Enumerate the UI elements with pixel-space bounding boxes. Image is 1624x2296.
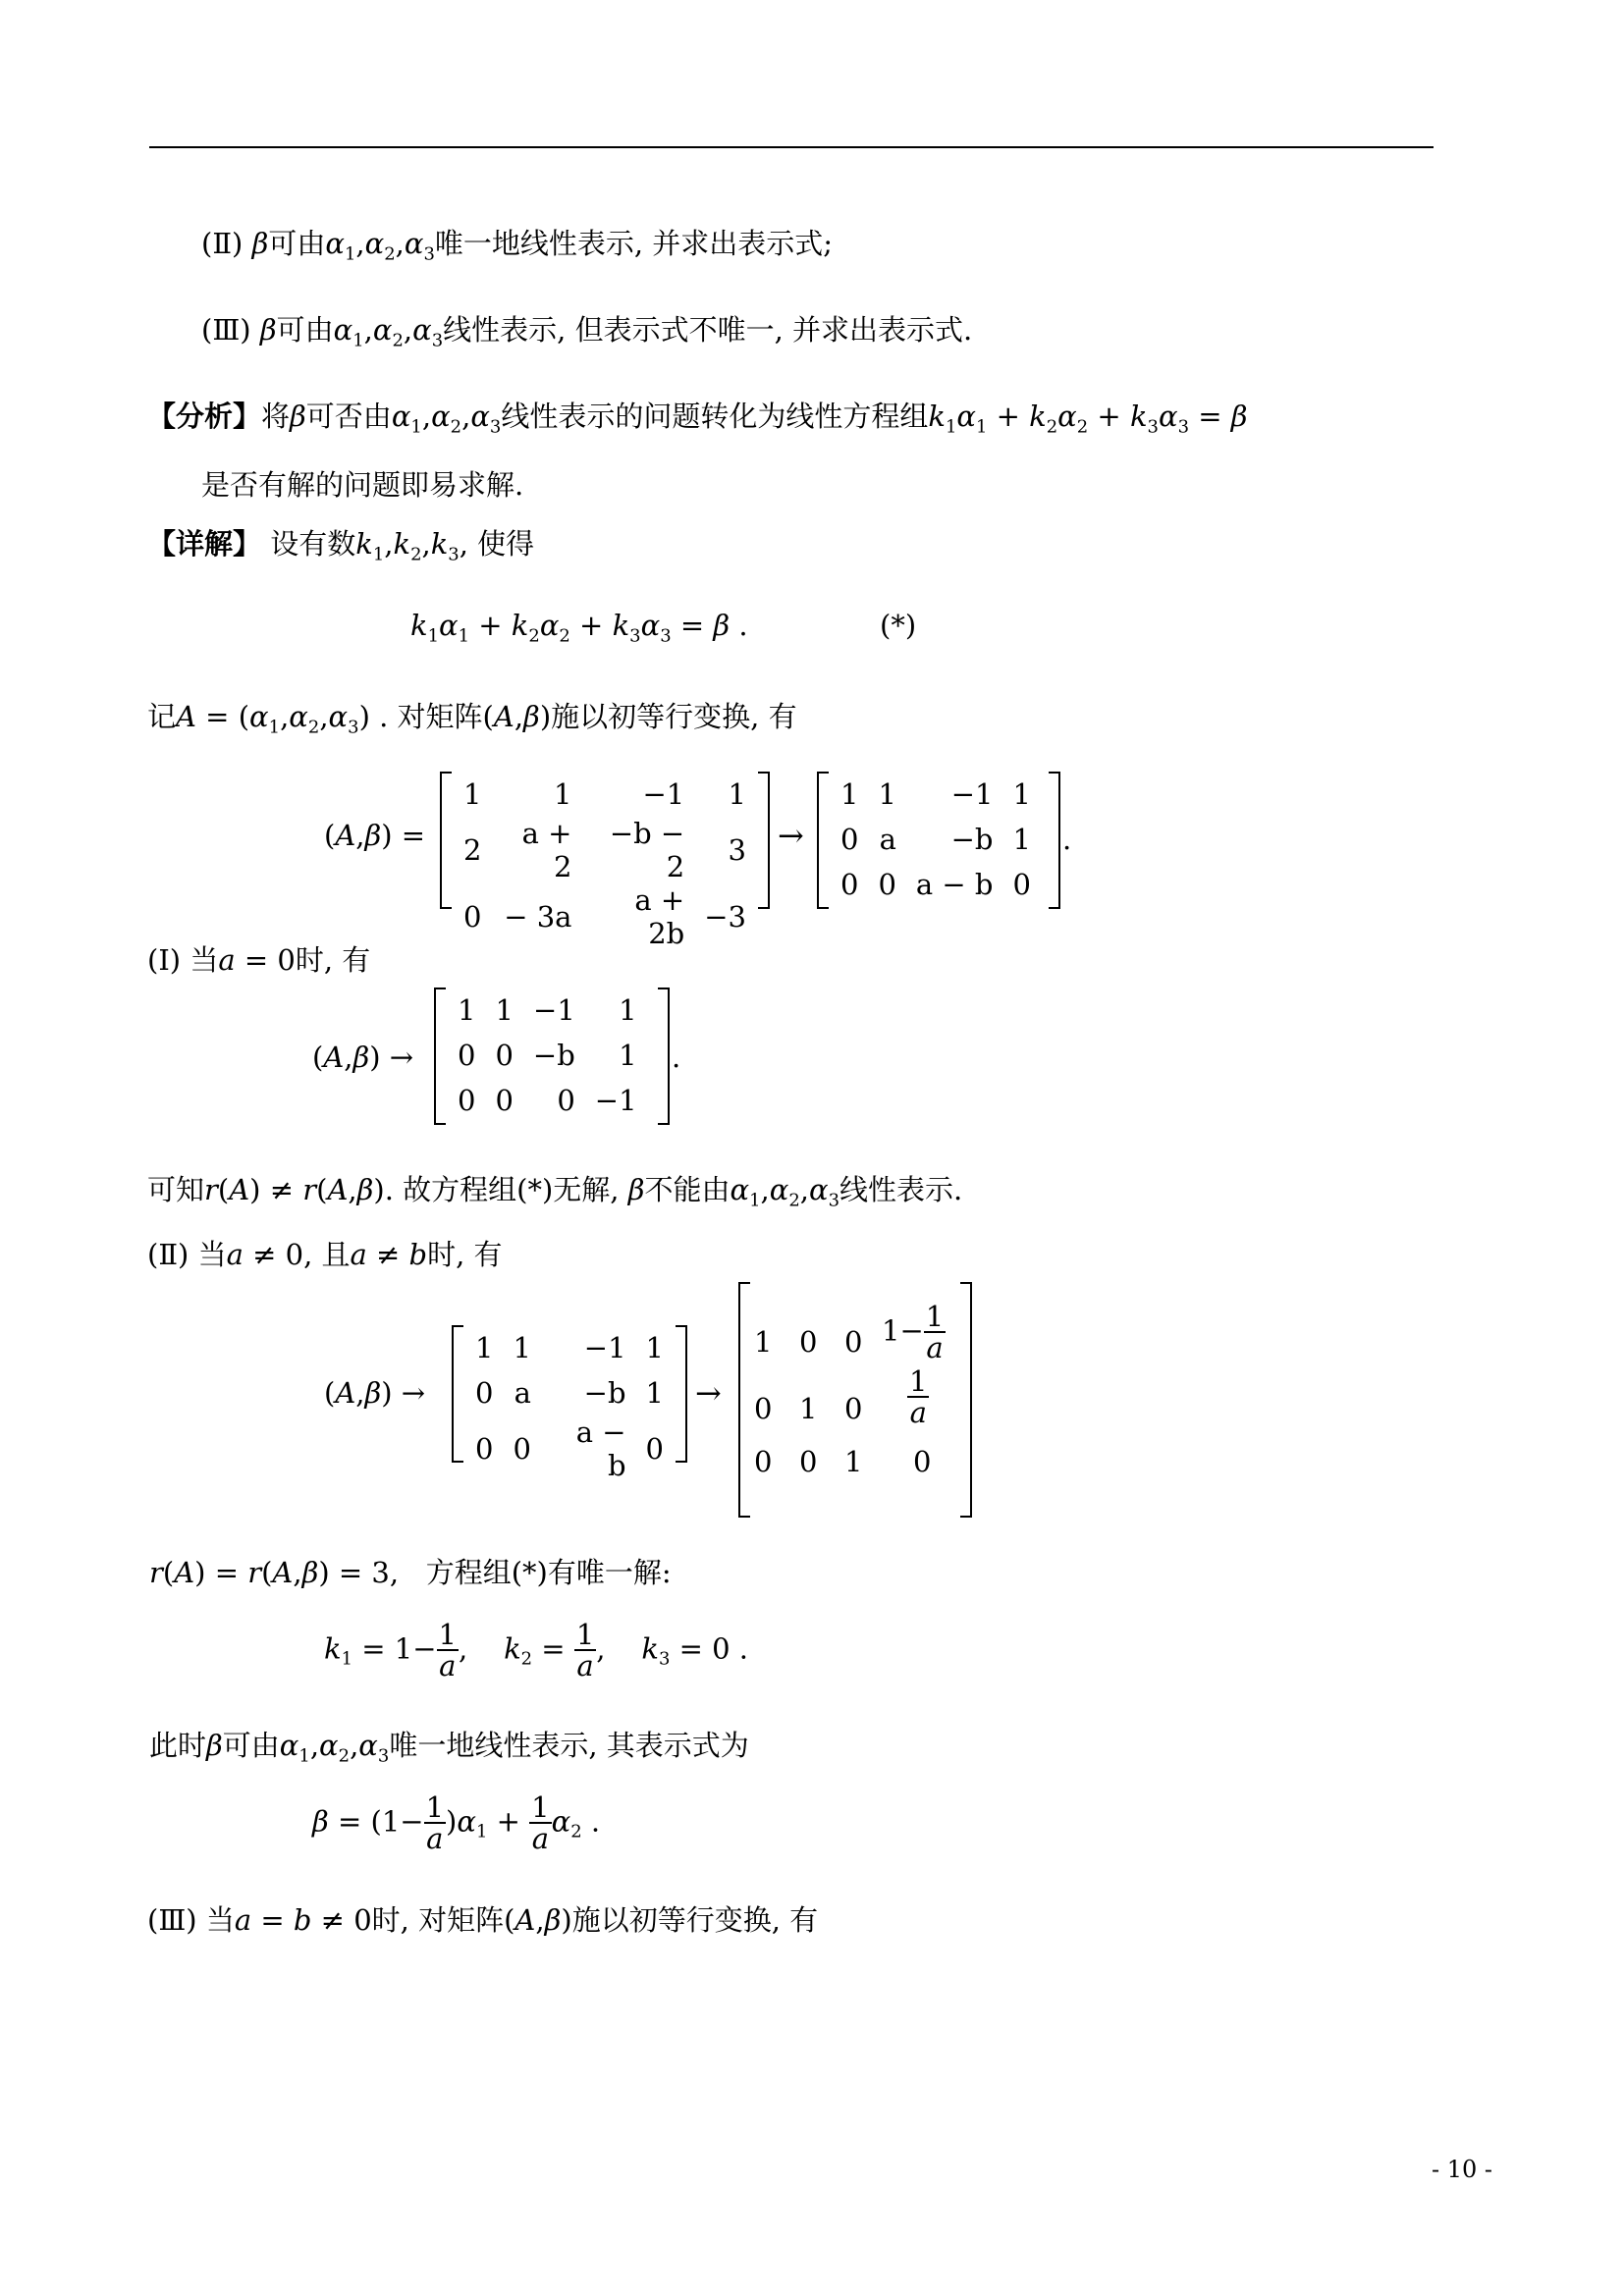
cell: 1: [728, 777, 746, 811]
note-line: 记$A = (\alpha_1,\alpha_2,\alpha_3)$ . 对矩阵(A,β)施以初等行变换, 有: [147, 700, 797, 738]
case-i-result: 可知r(A) ≠ r(A,β). 故方程组(*)无解, β不能由$\alpha_1,\alpha_2,\alpha_3$线性表示.: [147, 1173, 963, 1211]
text: 时, 对矩阵: [371, 1903, 505, 1937]
text: 方程组(*)有唯一解:: [425, 1556, 672, 1589]
cell: a: [879, 823, 896, 856]
cell-fraction: 1− $\frac{1}{a}$: [882, 1300, 945, 1365]
cell: 0: [645, 1432, 664, 1466]
cell: 1: [1012, 823, 1031, 856]
cell: a − b: [575, 1415, 626, 1482]
cell: 0: [513, 1432, 531, 1466]
cell: 1: [619, 1039, 637, 1072]
cell: 1: [645, 1376, 664, 1410]
equation-star: $k_1\alpha_1 + k_2\alpha_2 + k_3\alpha_3 = \beta$ .: [410, 609, 748, 647]
cell: 0: [878, 868, 896, 901]
text: 设有数: [270, 527, 356, 561]
text: 可由: [222, 1729, 280, 1762]
text: 线性表示的问题转化为线性方程组: [501, 400, 929, 433]
cell: 0: [495, 1039, 514, 1072]
text: 可否由: [305, 400, 392, 433]
cell: a + 2: [521, 817, 572, 883]
cell: −1: [594, 1084, 637, 1117]
matrix-1: [440, 772, 770, 950]
cell: 1: [1012, 777, 1031, 811]
case-iii-line: (Ⅲ) 当a = b ≠ 0时, 对矩阵(A,β)施以初等行变换, 有: [147, 1903, 819, 1937]
cell: 1: [463, 777, 482, 811]
text: 可知: [147, 1173, 205, 1206]
expression-line: β = (1− $\frac{1}{a}$ )$\alpha_1$ + $\frac{1}{a}$ $\alpha_2$ .: [312, 1790, 601, 1856]
text: 当: [189, 943, 219, 977]
text: 当: [205, 1903, 235, 1937]
text: 施以初等行变换, 有: [571, 1903, 819, 1937]
cell: 1: [878, 777, 896, 811]
text: 时, 有: [427, 1238, 503, 1271]
arrow-icon: →: [778, 817, 804, 854]
cell: 0: [557, 1084, 575, 1117]
text: 施以初等行变换, 有: [551, 700, 797, 733]
cell: 0: [840, 868, 859, 901]
cell: 0: [913, 1445, 932, 1478]
augmented-label-3: (A,β) →: [324, 1376, 426, 1410]
cell: −1: [642, 777, 685, 811]
text: 当: [197, 1238, 227, 1271]
text: . 故方程组(*)无解,: [384, 1173, 620, 1206]
detail-tag: 【详解】: [147, 527, 262, 561]
cell: a − b: [915, 868, 994, 901]
cell: 0: [475, 1376, 494, 1410]
cell: 0: [754, 1392, 773, 1425]
cell: 0: [844, 1325, 863, 1359]
page-number: - 10 -: [1432, 2156, 1493, 2183]
matrix-5: [738, 1282, 972, 1518]
cell: 1: [513, 1331, 531, 1364]
label-iii: (Ⅲ): [147, 1903, 197, 1937]
cell: 1: [799, 1392, 818, 1425]
cell: 0: [458, 1084, 476, 1117]
cell: −b: [950, 823, 994, 856]
cell: 0: [495, 1084, 514, 1117]
matrix-2: [817, 772, 1060, 909]
cell: −1: [533, 993, 575, 1027]
cell: 0: [463, 900, 482, 934]
text: 记: [147, 700, 177, 733]
label-i: (Ⅰ): [147, 943, 182, 977]
line-part-iii: (Ⅲ) β可由$\alpha_1,\alpha_2,\alpha_3$线性表示, 但表示式不唯一, 并求出表示式.: [201, 313, 973, 351]
cell: 1: [475, 1331, 494, 1364]
analysis-line: 【分析】将β可否由$\alpha_1,\alpha_2,\alpha_3$线性表示的问题转化为线性方程组$k_1\alpha_1 + k_2\alpha_2 + k_3\alpha_3 = \beta$: [147, 400, 1248, 438]
cell: −b − 2: [609, 817, 685, 883]
matrix-3: [434, 988, 670, 1125]
cell: 0: [844, 1392, 863, 1425]
text: , 使得: [459, 527, 535, 561]
matrix-4: [452, 1325, 687, 1482]
text: 线性表示, 但表示式不唯一, 并求出表示式.: [443, 313, 973, 347]
rank-line: r(A) = r(A,β) = 3, 方程组(*)有唯一解:: [149, 1556, 672, 1589]
cell: −b: [532, 1039, 575, 1072]
analysis-tag: 【分析】: [147, 400, 262, 433]
cell: 0: [799, 1445, 818, 1478]
solution-line: $k_1 = 1-$ $\frac{1}{a}$ , $k_2$ = $\frac{1}{a}$ , $k_3 = 0$ .: [324, 1618, 749, 1683]
cell: 0: [754, 1445, 773, 1478]
text: 不能由: [644, 1173, 731, 1206]
text: . 对矩阵: [379, 700, 483, 733]
text: 唯一地线性表示, 其表示式为: [389, 1729, 749, 1762]
cell: −1: [950, 777, 994, 811]
cell: 1: [840, 777, 859, 811]
text: 线性表示.: [839, 1173, 963, 1206]
text: 可由: [268, 227, 326, 260]
cell: 1: [844, 1445, 863, 1478]
cell: 3: [728, 833, 746, 867]
cell: − 3a: [504, 900, 572, 934]
cell: 0: [475, 1432, 494, 1466]
text: , 且: [303, 1238, 351, 1271]
label-iii: (Ⅲ): [201, 313, 251, 347]
cell: −b: [583, 1376, 626, 1410]
cell: 1: [619, 993, 637, 1027]
text: 时, 有: [295, 943, 371, 977]
text: 唯一地线性表示, 并求出表示式;: [434, 227, 834, 260]
label-ii: (Ⅱ): [201, 227, 244, 260]
cell: 1: [554, 777, 572, 811]
text: 将: [261, 400, 291, 433]
text: 可由: [276, 313, 334, 347]
cell: 0: [799, 1325, 818, 1359]
case-ii-then: 此时β可由$\alpha_1,\alpha_2,\alpha_3$唯一地线性表示, 其表示式为: [149, 1729, 749, 1767]
period: .: [672, 1041, 681, 1074]
text: 此时: [149, 1729, 207, 1762]
detail-line: 【详解】 设有数$k_1,k_2,k_3$, 使得: [147, 527, 535, 565]
cell: a + 2b: [634, 883, 685, 950]
cell: a: [514, 1376, 531, 1410]
cell: −1: [583, 1331, 626, 1364]
case-ii-line: (Ⅱ) 当a ≠ 0, 且a ≠ b时, 有: [147, 1238, 503, 1271]
equation-label: (*): [880, 609, 917, 642]
case-i-line: (Ⅰ) 当a = 0时, 有: [147, 943, 371, 977]
cell: 0: [1012, 868, 1031, 901]
line-part-ii: (Ⅱ) β可由$\alpha_1,\alpha_2,\alpha_3$唯一地线性表示, 并求出表示式;: [201, 227, 834, 265]
cell: 2: [463, 833, 482, 867]
cell: 1: [495, 993, 514, 1027]
cell-fraction: $\frac{1}{a}$: [909, 1364, 928, 1430]
cell: 1: [458, 993, 476, 1027]
cell: 1: [754, 1325, 773, 1359]
augmented-label-2: (A,β) →: [312, 1041, 414, 1074]
analysis-line-2: 是否有解的问题即易求解.: [201, 468, 524, 502]
period: .: [1062, 823, 1072, 856]
label-ii: (Ⅱ): [147, 1238, 189, 1271]
cell: 0: [840, 823, 859, 856]
augmented-label-1: (A,β) =: [324, 819, 426, 852]
arrow-icon: →: [695, 1374, 722, 1412]
cell: 0: [458, 1039, 476, 1072]
header-rule: [149, 146, 1434, 148]
cell: 1: [645, 1331, 664, 1364]
cell: −3: [704, 900, 746, 934]
